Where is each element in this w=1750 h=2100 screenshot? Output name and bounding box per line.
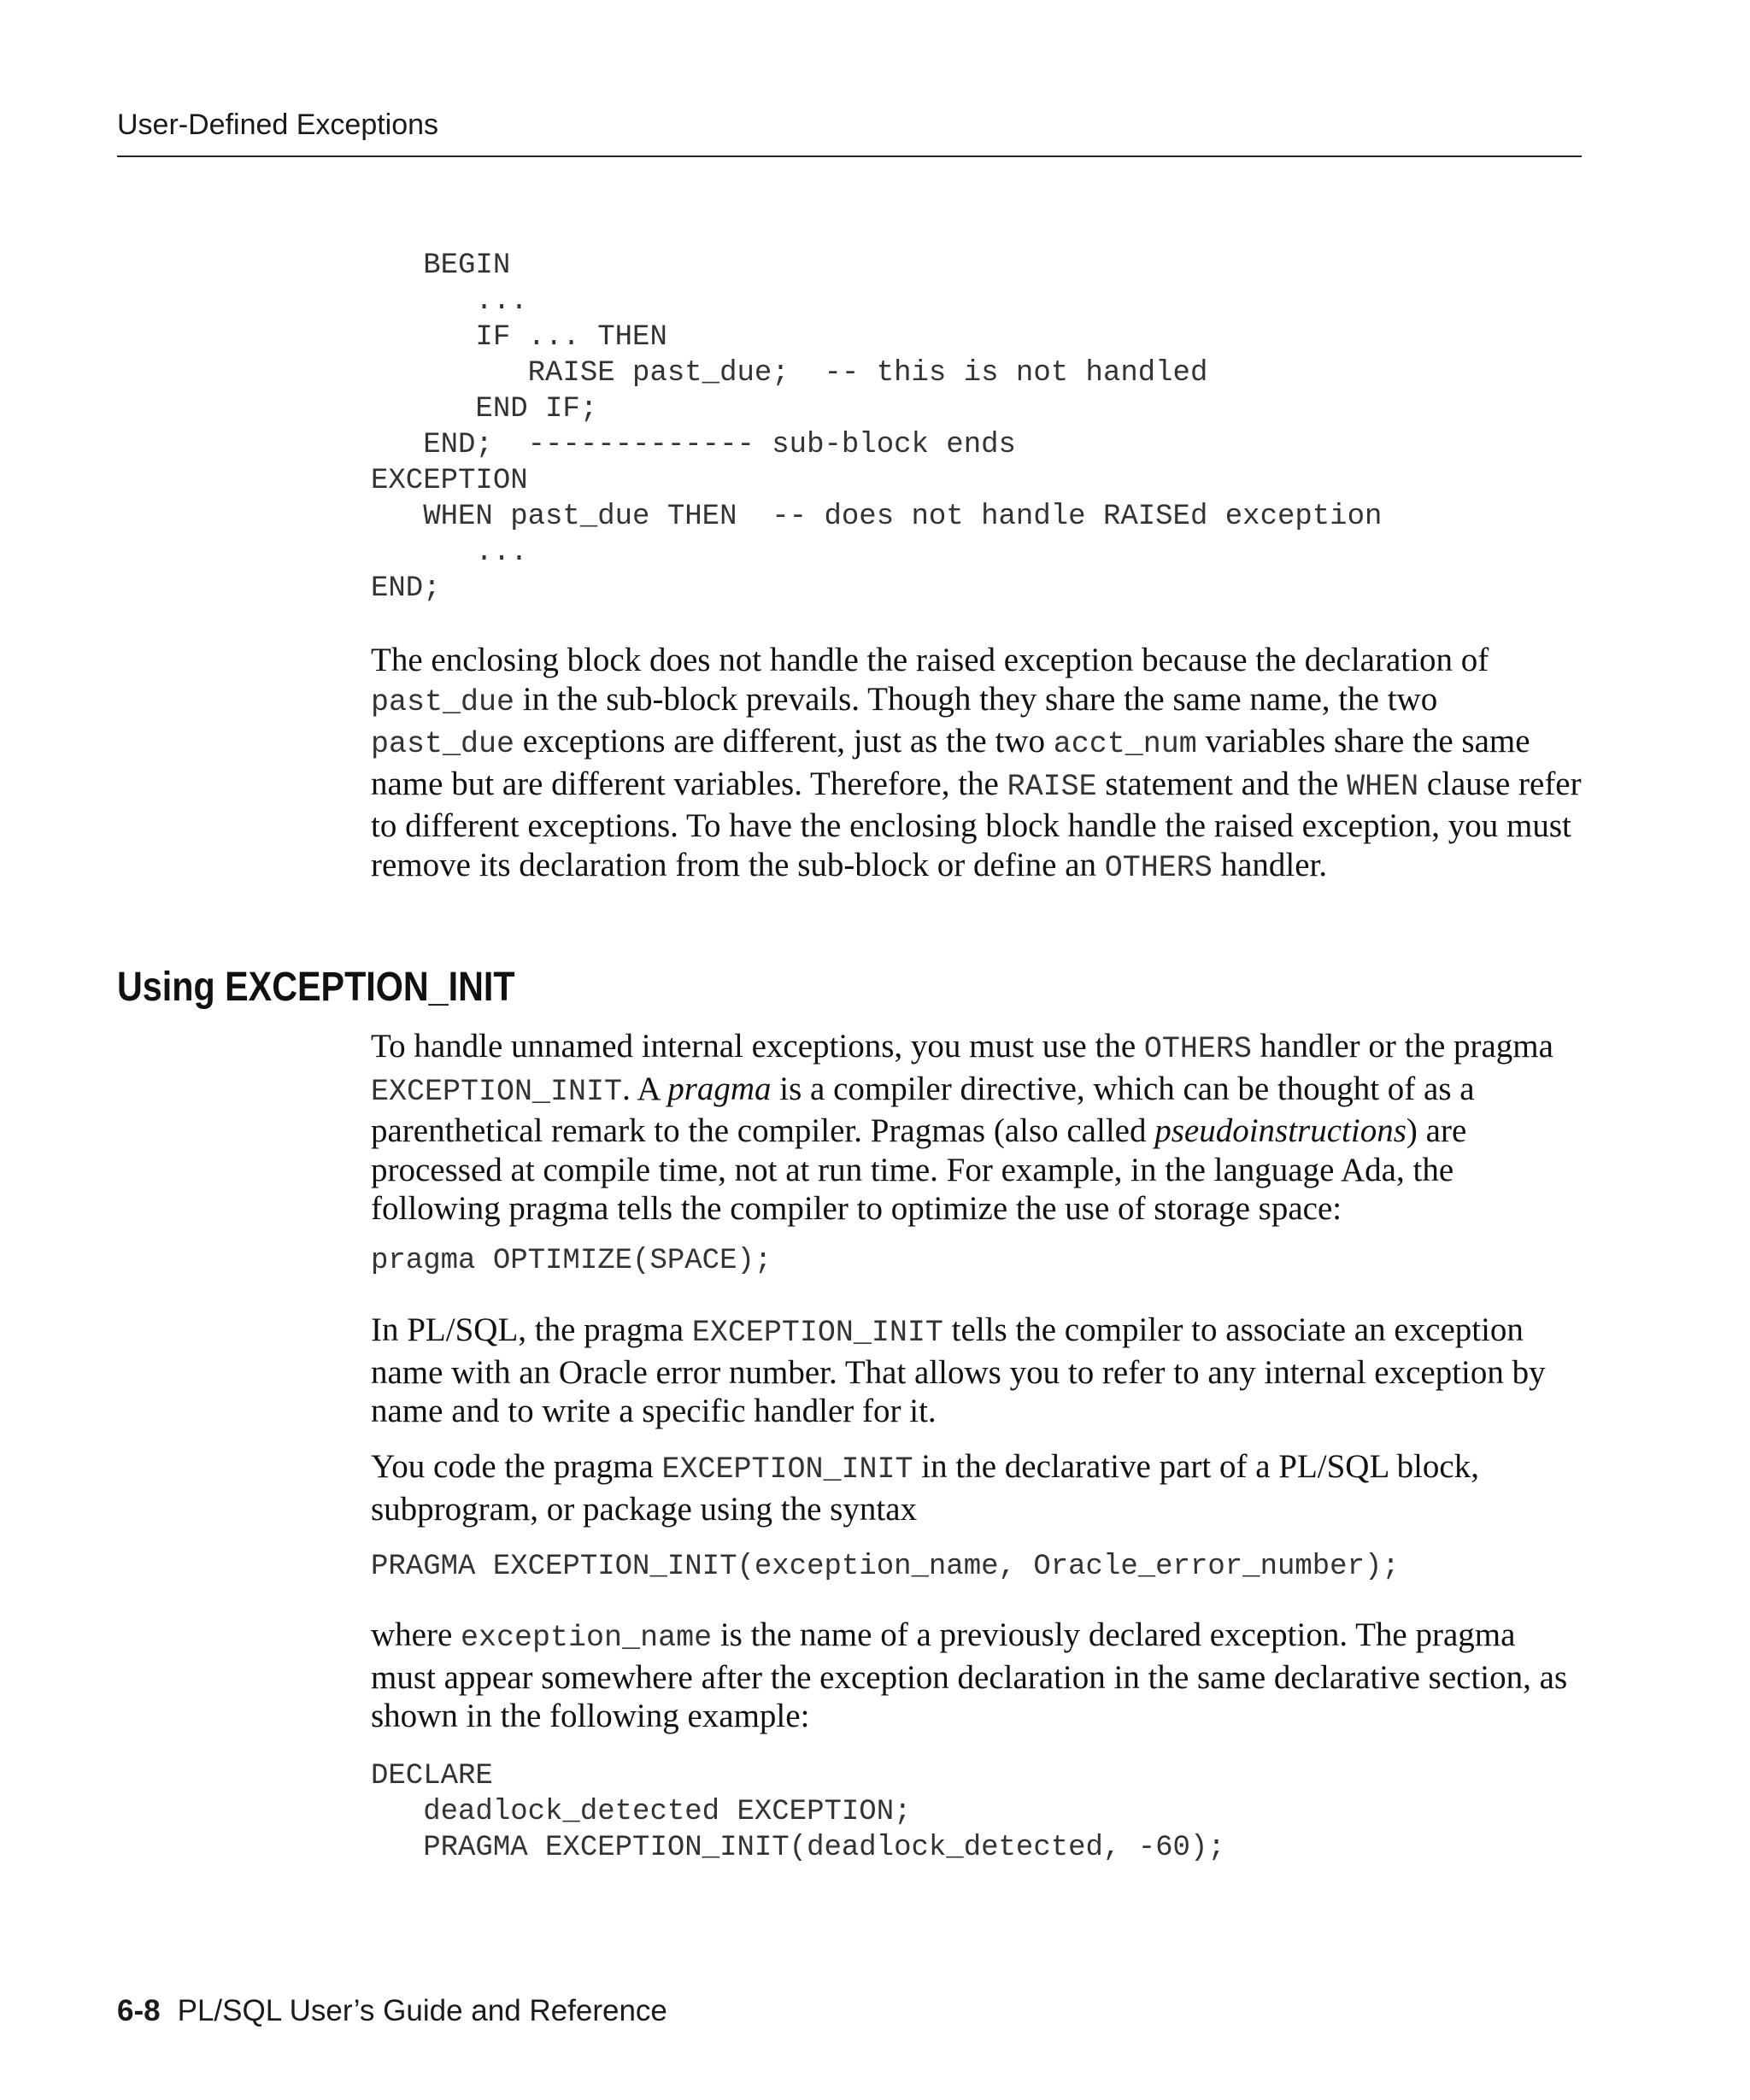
code-block-subblock-example: BEGIN ... IF ... THEN RAISE past_due; -- this is not handled END IF; END; ------------- sub-block ends EXCEPTION WHEN past_due THEN -- does not handle RAISEd exception ... END; bbox=[371, 249, 1383, 605]
paragraph-exception-name: where exception_name is the name of a previously declared exception. The pragma must appear somewhere after the exception declaration in the same declarative section, as shown in the following example: bbox=[371, 1616, 1568, 1735]
code-block-declare-example: DECLARE deadlock_detected EXCEPTION; PRAGMA EXCEPTION_INIT(deadlock_detected, -60); bbox=[371, 1760, 1225, 1864]
running-header bbox=[117, 108, 1582, 157]
italic-term: pragma bbox=[667, 1070, 772, 1107]
inline-code: exception_name bbox=[461, 1621, 713, 1655]
page-number: 6-8 bbox=[117, 1994, 161, 2027]
header-title: User-Defined Exceptions bbox=[117, 109, 439, 141]
paragraph-enclosing-block: The enclosing block does not handle the raised exception because the declaration of past_due in the sub-block prevails. Though they share the same name, the two past_due exceptions are different, just as the two acct_num variables share the same name but are different variables. Therefore, the RAISE statement and the WHEN clause refer to different exceptions. To have the enclosing block handle the raised exception, you must remove its declaration from the sub-block or define an OTHERS handler. bbox=[371, 642, 1582, 885]
paragraph-plsql-pragma: In PL/SQL, the pragma EXCEPTION_INIT tells the compiler to associate an exception name with an Oracle error number. That allows you to refer to any internal exception by name and to write a specific handler for it. bbox=[371, 1311, 1546, 1430]
book-title: PL/SQL User’s Guide and Reference bbox=[177, 1994, 667, 2027]
page-footer bbox=[117, 1993, 667, 2029]
paragraph-unnamed-exceptions: To handle unnamed internal exceptions, you must use the OTHERS handler or the pragma EXCEPTION_INIT. A pragma is a compiler directive, which can be thought of as a parenthetical remark to the compiler. Pragmas (also called pseudoinstructions) are processed at compile time, not at run time. For example, in the language Ada, the following pragma tells the compiler to optimize the use of storage space: bbox=[371, 1028, 1553, 1228]
inline-code: past_due bbox=[371, 727, 515, 762]
inline-code: EXCEPTION_INIT bbox=[691, 1316, 943, 1350]
code-block-syntax: PRAGMA EXCEPTION_INIT(exception_name, Oracle_error_number); bbox=[371, 1551, 1400, 1583]
inline-code: RAISE bbox=[1007, 769, 1097, 804]
inline-code: EXCEPTION_INIT bbox=[661, 1452, 913, 1487]
inline-code: WHEN bbox=[1347, 769, 1419, 804]
paragraph-code-pragma: You code the pragma EXCEPTION_INIT in the declarative part of a PL/SQL block, subprogram, or package using the syntax bbox=[371, 1448, 1479, 1528]
inline-code: acct_num bbox=[1053, 727, 1197, 762]
inline-code: OTHERS bbox=[1143, 1032, 1252, 1066]
inline-code: EXCEPTION_INIT bbox=[371, 1074, 623, 1109]
inline-code: past_due bbox=[371, 684, 515, 719]
italic-term: pseudoinstructions bbox=[1154, 1112, 1406, 1150]
section-heading: Using EXCEPTION_INIT bbox=[117, 965, 515, 1010]
code-block-optimize: pragma OPTIMIZE(SPACE); bbox=[371, 1245, 772, 1277]
inline-code: OTHERS bbox=[1104, 850, 1213, 885]
